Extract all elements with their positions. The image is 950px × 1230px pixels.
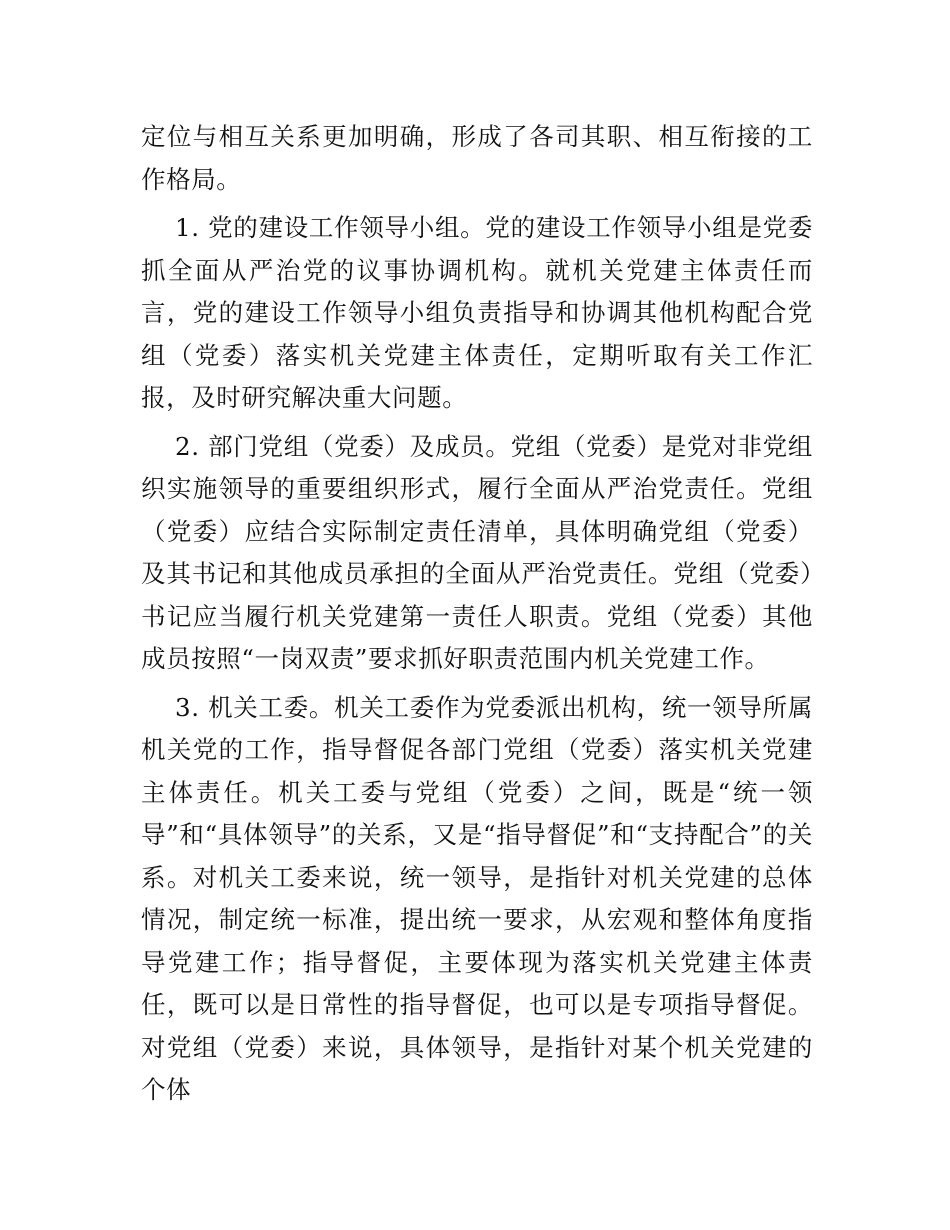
paragraph-continuation: 定位与相互关系更加明确，形成了各司其职、相互衔接的工作格局。	[141, 122, 813, 194]
paragraph-item-2: 2. 部门党组（党委）及成员。党组（党委）是党对非党组织实施领导的重要组织形式，履行全面从严治党责任。党组（党委）应结合实际制定责任清单，具体明确党组（党委）及其书记和其他成员承担的全面从严治党责任。党组（党委）书记应当履行机关党建第一责任人职责。党组（党委）其他成员按照“一岗双责”要求抓好职责范围内机关党建工作。	[141, 431, 813, 673]
document-body	[141, 116, 813, 1118]
paragraph-item-3: 3. 机关工委。机关工委作为党委派出机构，统一领导所属机关党的工作，指导督促各部门党组（党委）落实机关党建主体责任。机关工委与党组（党委）之间，既是“统一领导”和“具体领导”的关系，又是“指导督促”和“支持配合”的关系。对机关工委来说，统一领导，是指针对机关党建的总体情况，制定统一标准，提出统一要求，从宏观和整体角度指导党建工作；指导督促，主要体现为落实机关党建主体责任，既可以是日常性的指导督促，也可以是专项指导督促。对党组（党委）来说，具体领导，是指针对某个机关党建的个体	[141, 692, 813, 1104]
paragraph-item-1: 1. 党的建设工作领导小组。党的建设工作领导小组是党委抓全面从严治党的议事协调机构。就机关党建主体责任而言，党的建设工作领导小组负责指导和协调其他机构配合党组（党委）落实机关党建主体责任，定期听取有关工作汇报，及时研究解决重大问题。	[141, 213, 813, 412]
